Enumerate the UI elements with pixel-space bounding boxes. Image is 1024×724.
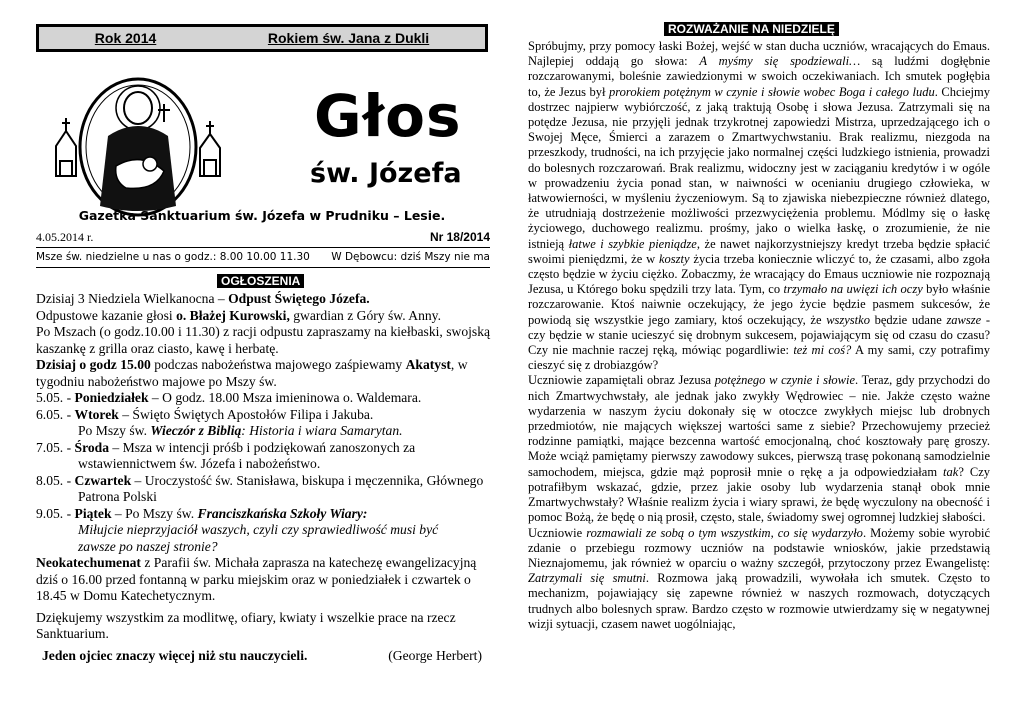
schedule-item: 7.05. - Środa – Msza w intencji próśb i podziękowań zanoszonych za wstawiennictwem św. Józefa i nabożeństwo. [36, 439, 416, 471]
sanctuary-logo [46, 76, 230, 218]
schedule-item: 9.05. - Piątek – Po Mszy św. Franciszkańska Szkoły Wiary: [36, 505, 368, 521]
reflection-paragraph: Uczniowie rozmawiali ze sobą o tym wszystkim, co się wydarzyło. Możemy sobie wyrobić zdanie o przebiegu rozmowy uczniów na podstawie wniosków, jakie przedstawią Nieznajomemu, jak również w oparciu o ważny szczegół, przytoczony przez Ewangelistę: Zatrzymali się smutni. Rozmowa jaką prowadzili, wywołała ich smutek. Często to mechanizm, pojawiający się zapewne również w naszych rozmowach, dotyczących trudnych albo bolesnych spraw. Bardzo często w rozmowie utwierdzamy się w negatywnej wizji sytuacji, czasem nawet uogólniając, [528, 525, 990, 631]
header-box [36, 24, 488, 52]
announcement-paragraph: Dzisiaj 3 Niedziela Wielkanocna – Odpust Świętego Józefa. [36, 291, 370, 306]
reflection-paragraph: Uczniowie zapamiętali obraz Jezusa potężnego w czynie i słowie. Teraz, gdy przychodzi do nich Zmartwychwstały, ale jednak jako zwykły Wędrowiec – nie. Jakże często ważne wydarzenia w naszym życiu dokonały się w otoczce zwykłych miejsc lub drobnych przedmiotów, nie mających większej wartości same z siebie? Przechowujemy przecież rodzinne pamiątki, mające bezcenna wartość emocjonalną, choć kosztowały parę groszy. Może wciąż pamiętamy pierwszy zawodowy sukces, pierwszą trasę pokonaną samodzielnie samochodem, miejsca, gdzie mąż poprosił mnie o rękę a ja odpowiedziałam tak? Czy potrafiłbym wskazać, gdzie, przez jakie osoby lub wydarzenia stanął obok mnie Zmartwychwstały? Właśnie realizm życia i wiary sprawi, że będę wyczulony na obecność i pomoc Bożą, że będę o nią prosił, często, stale, świadomy swej ogromnej ludzkiej słabości. [528, 373, 991, 525]
reflection-body [528, 39, 990, 632]
issue-number: Nr 18/2014 [429, 230, 490, 244]
closing-quote: Jeden ojciec znaczy więcej niż stu nauczycieli. (George Herbert) [42, 647, 482, 663]
issue-row [36, 230, 490, 248]
issue-date: 4.05.2014 r. [36, 230, 94, 244]
mass-times-row [36, 251, 490, 268]
schedule-item: 6.05. - Wtorek – Święto Świętych Apostołów Filipa i Jakuba. [36, 406, 374, 422]
debowiec-note: W Dębowcu: dziś Mszy nie ma [331, 251, 490, 263]
announcement-paragraph: Dziękujemy wszystkim za modlitwę, ofiary, kwiaty i wszelkie prace na rzecz Sanktuarium. [36, 609, 456, 641]
year-label: Rok 2014 [94, 30, 157, 46]
announcement-paragraph: Dzisiaj o godz 15.00 podczas nabożeństwa majowego zaśpiewamy Akatyst, w tygodniu nabożeństwo majowe po Mszy św. [36, 357, 468, 389]
schedule-subitem: Po Mszy św. Wieczór z Biblią: Historia i wiara Samarytan. [78, 423, 403, 438]
mass-times: Msze św. niedzielne u nas o godz.: 8.00 10.00 11.30 [36, 251, 310, 263]
schedule-item: 5.05. - Poniedziałek – O godz. 18.00 Msza imieninowa o. Waldemara. [36, 390, 422, 405]
schedule-item: 8.05. - Czwartek – Uroczystość św. Stanisława, biskupa i męczennika, Głównego Patrona Polski [36, 472, 484, 504]
year-theme-label: Rokiem św. Jana z Dukli [267, 30, 430, 46]
announcement-paragraph: Neokatechumenat z Parafii św. Michała zaprasza na katechezę ewangelizacyjną dziś o 16.00 przed fontanną w parku miejskim oraz w poniedziałek i czwartek o 18.45 w Domu Katechetycznym. [36, 555, 477, 603]
announcements-body [36, 291, 494, 664]
masthead-title-saint: św. Józefa [310, 158, 462, 189]
announcements-tag: OGŁOSZENIA [217, 274, 304, 288]
announcement-paragraph: Po Mszach (o godz.10.00 i 11.30) z racji odpustu zapraszamy na kiełbaski, swojską kaszankę z grilla oraz ciasto, kawę i herbatę. [36, 324, 491, 356]
announcement-paragraph: Odpustowe kazanie głosi o. Błażej Kurowski, gwardian z Góry św. Anny. [36, 307, 441, 323]
reflection-tag: ROZWAŻANIE NA NIEDZIELĘ [664, 22, 839, 36]
masthead-title: Głos [314, 82, 462, 150]
masthead-subtitle: Gazetka Sanktuarium św. Józefa w Prudniku – Lesie. [78, 208, 446, 223]
reflection-paragraph: Spróbujmy, przy pomocy łaski Bożej, wejść w stan ducha uczniów, wracających do Emaus. Najlepiej oddają go słowa: A myśmy się spodziewali… są ludźmi dogłębnie rozczarowanymi, boleśnie zawiedzionymi w swoich oczekiwaniach. Ich smutek pogłębia to, że Jezus był prorokiem potężnym w czynie i słowie wobec Boga i całego ludu. Chciejmy dostrzec najpierw wybiórczość, z jaką traktują Osobę i słowa Jezusa. Zatrzymali się na potędze Jezusa, nie przyjęli jednak trzykrotnej zapowiedzi Mistrza, uprzedzającego ich o Swojej Męce, Śmierci a zarazem o Zmartwychwstaniu. Brak realizmu, niezgoda na przeszkody, trudności, na ich przyjęcie jako normalnej części ludzkiego istnienia, prowadzi do bolesnych rozczarowań. Brak realizmu, widoczny jest w zaciąganiu kredytów i w ogóle w prowadzeniu życia ponad stan, w naiwności w ocenianiu drugiego człowieka, w łatwowierności, w myśleniu życzeniowym. Są to zjawiska niebezpieczne również dlatego, że utrudniają dostrzeżenie możliwości przezwyciężenia problemu. Módlmy się o łaskę życiowego, duchowego realizmu. prośmy, jako o wielka łaskę, o zrozumienie, że nie istnieją łatwe i szybkie pieniądze, że nawet najkorzystniejszy kredyt trzeba będzie spłacić swoimi pieniędzmi, że w koszty życia trzeba koniecznie wliczyć to, że czasami, albo zgoła często będzie w życiu ciężko. Zobaczmy, że wracający do Emaus uczniowie nie rozpoznają Jezusa, u Którego boku spędzili trzy lata. Tym, co trzymało na uwięzi ich oczy było właśnie rozczarowanie. Ktoś naiwnie oczekujący, że jego życie będzie pasmem sukcesów, że powiodą się wszystkie jego zamiary, ktoś oczekujący, że wszystko będzie udane zawsze - czy będzie w stanie ucieszyć się drobnym sukcesem, pojawiającym się od czasu do czasu? Czy nie machnie raczej ręką, mówiąc pogardliwie: też mi coś? A my sami, czy potrafimy cieszyć się z drobiazgów? [528, 39, 991, 373]
schedule-subitem: Miłujcie nieprzyjaciół waszych, czyli czy sprawiedliwość musi być zawsze po naszej stronie? [78, 522, 439, 554]
